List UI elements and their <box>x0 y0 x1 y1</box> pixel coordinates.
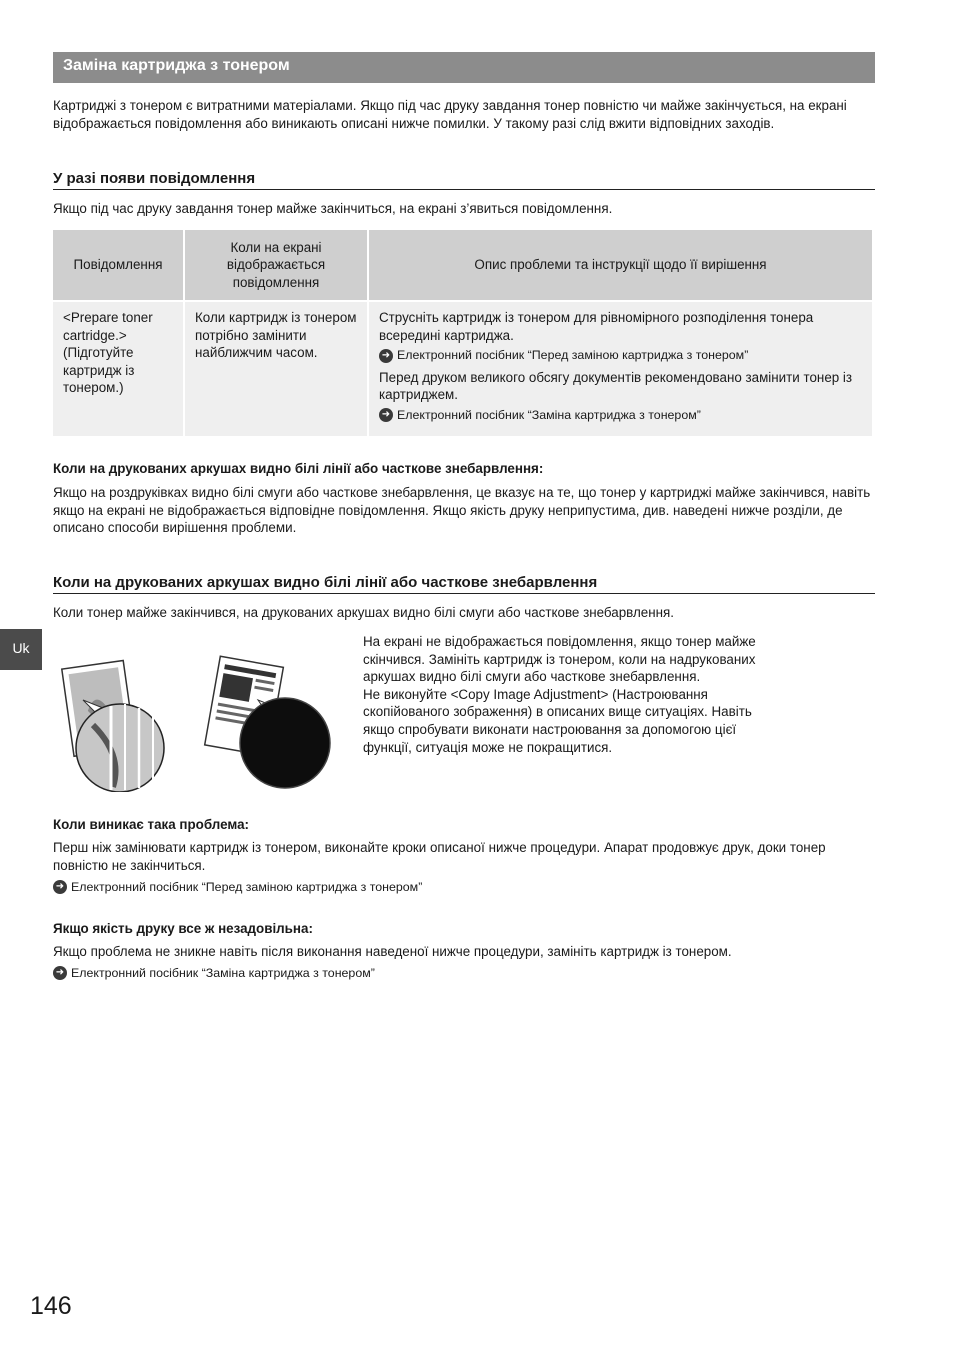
still-text: Якщо проблема не зникне навіть після виконання наведеної нижче процедури, замініть картридж із тонером. <box>53 944 732 959</box>
arrow-circle-icon: ➜ <box>379 349 393 363</box>
table-header-row <box>53 230 872 300</box>
manual-reference-label: Електронний посібник “Заміна картриджа з тонером” <box>71 966 375 980</box>
manual-reference-1[interactable] <box>379 347 862 365</box>
manual-reference-label: Електронний посібник “Перед заміною картриджа з тонером” <box>397 348 749 362</box>
dark-print-magnifier <box>240 698 330 788</box>
manual-reference-label: Електронний посібник “Заміна картриджа з тонером” <box>397 407 701 422</box>
note-text: Якщо на роздруківках видно білі смуги або часткове знебарвлення, це вказує на те, що тонер у картриджі майже закінчився, навіть якщо на екрані не відображається відповідне повідомлення. Якщо якість друку неприпустима, див. наведені нижче розділи, де описано способи вирішення проблеми. <box>53 485 871 535</box>
message-section-heading: У разі появи повідомлення <box>53 170 875 190</box>
table-header: Опис проблеми та інструкції щодо її вирішення <box>369 230 872 300</box>
message-section-lead: Якщо під час друку завдання тонер майже закінчиться, на екрані з’явиться повідомлення. <box>53 201 613 216</box>
description-text-2: Перед друком великого обсягу документів рекомендовано замінити тонер із картриджем. <box>379 369 853 402</box>
manual-reference-2[interactable] <box>379 407 862 425</box>
table-cell-message: <Prepare toner cartridge.> (Підготуйте картридж із тонером.) <box>53 302 183 436</box>
manual-reference-3[interactable] <box>53 880 422 894</box>
table-header: Повідомлення <box>53 230 183 300</box>
table-cell-when: Коли картридж із тонером потрібно замінити найближчим часом. <box>185 302 367 436</box>
when-heading: Коли виникає така проблема: <box>53 817 250 832</box>
arrow-circle-icon: ➜ <box>379 408 393 422</box>
message-table <box>51 228 874 438</box>
streak-magnifier <box>76 704 164 792</box>
note-heading: Коли на друкованих аркушах видно білі лінії або часткове знебарвлення: <box>53 461 544 476</box>
page-number: 146 <box>30 1292 72 1320</box>
streaks-section-lead: Коли тонер майже закінчився, на друкованих аркушах видно білі смуги або часткове знебарвлення. <box>53 605 675 620</box>
arrow-circle-icon: ➜ <box>53 966 67 980</box>
still-heading: Якщо якість друку все ж незадовільна: <box>53 921 313 936</box>
table-cell-description <box>369 302 872 436</box>
table-header: Коли на екрані відображається повідомлення <box>185 230 367 300</box>
manual-reference-4[interactable] <box>53 966 375 980</box>
arrow-circle-icon: ➜ <box>53 880 67 894</box>
print-defect-illustration <box>53 630 333 792</box>
intro-text: Картриджі з тонером є витратними матеріалами. Якщо під час друку завдання тонер повністю чи майже закінчується, на екрані відображається повідомлення або виникають описані нижче помилки. У такому разі слід вжити відповідних заходів. <box>53 98 847 131</box>
when-text: Перш ніж замінювати картридж із тонером, виконайте кроки описаної нижче процедури. Апарат продовжує друк, доки тонер повністю не закінчиться. <box>53 840 826 873</box>
section-title: Заміна картриджа з тонером <box>53 52 875 83</box>
manual-reference-label: Електронний посібник “Перед заміною картриджа з тонером” <box>71 880 423 894</box>
description-text-1: Струсніть картридж із тонером для рівномірного розподілення тонера всередині картриджа. <box>379 310 814 343</box>
table-row <box>53 302 872 436</box>
figure-description: На екрані не відображається повідомлення, якщо тонер майже скінчився. Замініть картридж із тонером, коли на надрукованих аркушах видно білі смуги або часткове знебарвлення. Не виконуйте <Copy Image Adjustment> (Настроювання скопійованого зображення) в описаних вище ситуаціях. Навіть якщо спробувати виконати настроювання за допомогою цієї функції, ситуація може не покращитися. <box>363 634 756 755</box>
language-tab: Uk <box>0 629 42 670</box>
streaks-section-heading: Коли на друкованих аркушах видно білі лінії або часткове знебарвлення <box>53 574 875 594</box>
